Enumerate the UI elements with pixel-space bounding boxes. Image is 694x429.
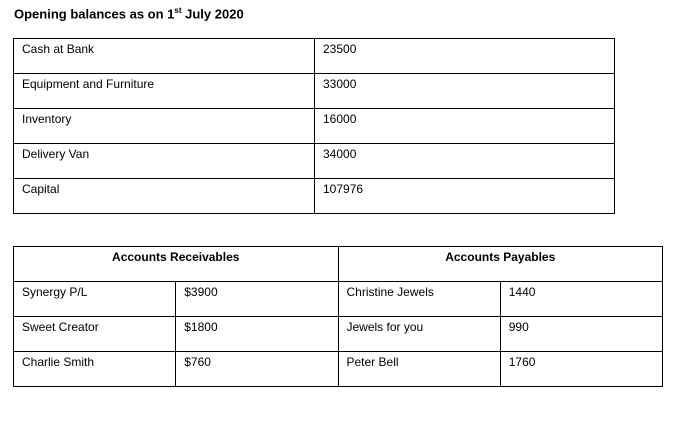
- title-superscript: st: [174, 6, 182, 15]
- balance-value: 34000: [315, 144, 615, 179]
- balance-label: Cash at Bank: [14, 39, 315, 74]
- balance-label: Equipment and Furniture: [14, 74, 315, 109]
- balance-label: Delivery Van: [14, 144, 315, 179]
- payable-amount: 990: [500, 317, 662, 352]
- balance-value: 107976: [315, 179, 615, 214]
- title-main: Opening balances as on 1: [14, 6, 175, 22]
- table-row: [14, 144, 615, 179]
- balance-label: Capital: [14, 179, 315, 214]
- opening-balances-table: [13, 38, 615, 214]
- table-row: [14, 39, 615, 74]
- table-row: [14, 352, 663, 387]
- table-row: [14, 109, 615, 144]
- receivable-name: Synergy P/L: [14, 282, 176, 317]
- receivables-header: Accounts Receivables: [14, 247, 339, 282]
- balance-value: 16000: [315, 109, 615, 144]
- receivable-amount: $1800: [176, 317, 338, 352]
- balance-label: Inventory: [14, 109, 315, 144]
- table-header-row: [14, 247, 663, 282]
- table-row: [14, 317, 663, 352]
- payable-name: Jewels for you: [338, 317, 500, 352]
- balance-value: 23500: [315, 39, 615, 74]
- page-title: [14, 6, 244, 21]
- payables-header: Accounts Payables: [338, 247, 663, 282]
- payable-name: Peter Bell: [338, 352, 500, 387]
- table-row: [14, 179, 615, 214]
- receivable-name: Charlie Smith: [14, 352, 176, 387]
- table-row: [14, 282, 663, 317]
- receivable-amount: $3900: [176, 282, 338, 317]
- balance-value: 33000: [315, 74, 615, 109]
- receivable-amount: $760: [176, 352, 338, 387]
- receivable-name: Sweet Creator: [14, 317, 176, 352]
- payable-amount: 1760: [500, 352, 662, 387]
- title-rest: July 2020: [181, 6, 244, 22]
- payable-amount: 1440: [500, 282, 662, 317]
- accounts-ledger-table: [13, 246, 663, 387]
- table-row: [14, 74, 615, 109]
- payable-name: Christine Jewels: [338, 282, 500, 317]
